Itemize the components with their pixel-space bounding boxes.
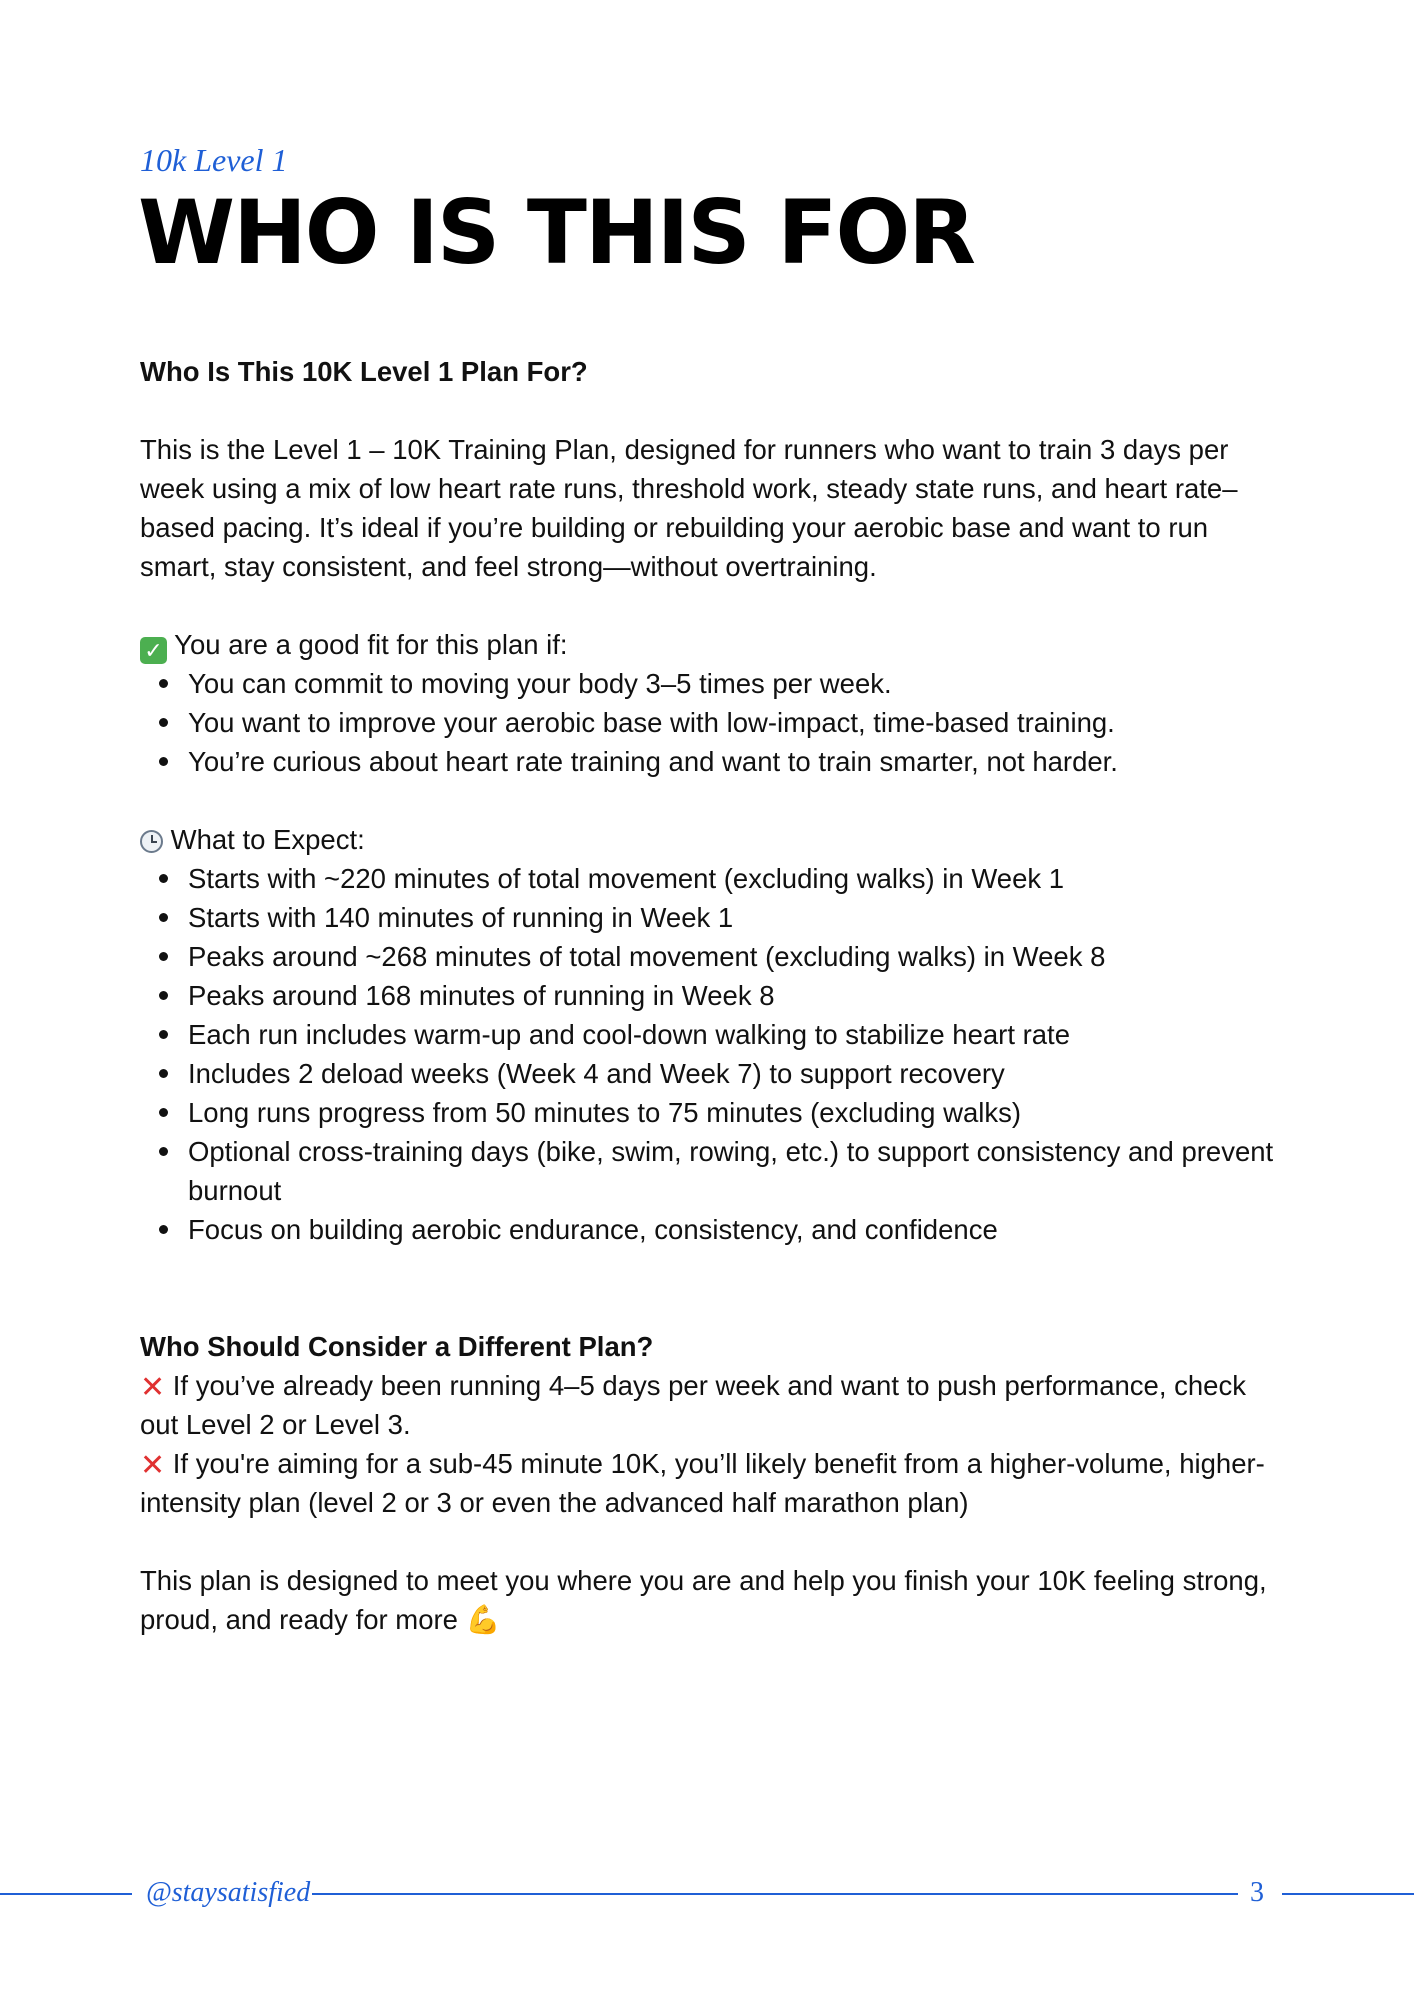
list-item: Each run includes warm-up and cool-down walking to stabilize heart rate xyxy=(140,1015,1290,1054)
list-item: You want to improve your aerobic base with low-impact, time-based training. xyxy=(140,703,1290,742)
list-item: Starts with 140 minutes of running in Week 1 xyxy=(140,898,1290,937)
section-heading: Who Is This 10K Level 1 Plan For? xyxy=(140,356,588,387)
different-plan-heading: Who Should Consider a Different Plan? xyxy=(140,1331,654,1362)
expect-label-text: What to Expect: xyxy=(170,824,365,855)
different-plan-text: If you're aiming for a sub-45 minute 10K, you’ll likely benefit from a higher-volume, higher-intensity plan (level 2 or 3 or even the advanced half marathon plan) xyxy=(140,1448,1265,1518)
list-item: Includes 2 deload weeks (Week 4 and Week 7) to support recovery xyxy=(140,1054,1290,1093)
cross-mark-icon: ✕ xyxy=(140,1449,166,1482)
list-item: You can commit to moving your body 3–5 times per week. xyxy=(140,664,1290,703)
cross-mark-icon: ✕ xyxy=(140,1371,166,1404)
footer-divider xyxy=(0,1893,132,1895)
list-item: Long runs progress from 50 minutes to 75 minutes (excluding walks) xyxy=(140,1093,1290,1132)
footer-divider xyxy=(312,1893,1238,1895)
different-plan-item xyxy=(140,1444,1290,1522)
flexed-biceps-icon: 💪 xyxy=(465,1604,501,1635)
expect-label xyxy=(140,820,1290,859)
clock-icon xyxy=(140,830,163,853)
closing-paragraph xyxy=(140,1561,1290,1639)
fit-label-text: You are a good fit for this plan if: xyxy=(174,629,568,660)
expect-list xyxy=(140,859,1290,1249)
list-item: Starts with ~220 minutes of total movement (excluding walks) in Week 1 xyxy=(140,859,1290,898)
different-plan-item xyxy=(140,1366,1290,1444)
plan-level-label: 10k Level 1 xyxy=(140,142,288,178)
check-icon: ✓ xyxy=(140,637,167,664)
list-item: Peaks around ~268 minutes of total movement (excluding walks) in Week 8 xyxy=(140,937,1290,976)
fit-list xyxy=(140,664,1290,781)
page-number: 3 xyxy=(1250,1877,1264,1908)
different-plan-text: If you’ve already been running 4–5 days per week and want to push performance, check out Level 2 or Level 3. xyxy=(140,1370,1246,1440)
main-content xyxy=(140,352,1290,1639)
fit-label xyxy=(140,625,1290,664)
list-item: Optional cross-training days (bike, swim, rowing, etc.) to support consistency and prevent burnout xyxy=(140,1132,1290,1210)
list-item: You’re curious about heart rate training and want to train smarter, not harder. xyxy=(140,742,1290,781)
closing-text: This plan is designed to meet you where you are and help you finish your 10K feeling strong, proud, and ready for more xyxy=(140,1565,1267,1635)
footer xyxy=(0,1873,1414,1913)
list-item: Focus on building aerobic endurance, consistency, and confidence xyxy=(140,1210,1290,1249)
list-item: Peaks around 168 minutes of running in Week 8 xyxy=(140,976,1290,1015)
intro-paragraph: This is the Level 1 – 10K Training Plan, designed for runners who want to train 3 days per week using a mix of low heart rate runs, threshold work, steady state runs, and heart rate–based pacing. It’s ideal if you’re building or rebuilding your aerobic base and want to run smart, stay consistent, and feel strong—without overtraining. xyxy=(140,434,1238,582)
page-title: WHO IS THIS FOR xyxy=(138,181,975,284)
social-handle: @staysatisfied xyxy=(146,1877,311,1908)
footer-divider xyxy=(1282,1893,1414,1895)
